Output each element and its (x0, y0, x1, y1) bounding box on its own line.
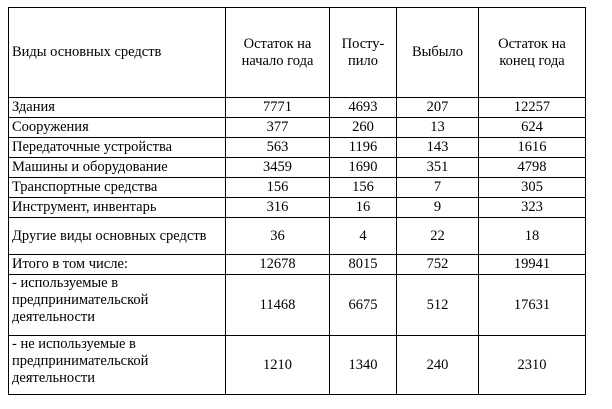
row-name: Здания (9, 98, 226, 118)
row-received: 1340 (330, 336, 397, 395)
table-row (9, 275, 586, 336)
row-retired: 240 (397, 336, 479, 395)
row-start: 1210 (226, 336, 330, 395)
row-start: 7771 (226, 98, 330, 118)
row-name: Сооружения (9, 118, 226, 138)
row-start: 377 (226, 118, 330, 138)
row-end: 12257 (479, 98, 586, 118)
row-name: Передаточные устройства (9, 138, 226, 158)
table-row (9, 158, 586, 178)
row-retired: 9 (397, 198, 479, 218)
row-name: Другие виды основных средств (9, 218, 226, 255)
row-retired: 22 (397, 218, 479, 255)
row-name: Итого в том числе: (9, 255, 226, 275)
table-row (9, 336, 586, 395)
table-row (9, 198, 586, 218)
table-row (9, 178, 586, 198)
table-row (9, 255, 586, 275)
row-end: 19941 (479, 255, 586, 275)
row-end: 17631 (479, 275, 586, 336)
row-start: 36 (226, 218, 330, 255)
row-received: 8015 (330, 255, 397, 275)
row-start: 11468 (226, 275, 330, 336)
row-end: 624 (479, 118, 586, 138)
row-retired: 752 (397, 255, 479, 275)
row-retired: 351 (397, 158, 479, 178)
header-asset-type: Виды основных средств (9, 8, 226, 98)
row-retired: 207 (397, 98, 479, 118)
table-row (9, 138, 586, 158)
row-received: 6675 (330, 275, 397, 336)
row-name: Машины и оборудование (9, 158, 226, 178)
table-header-row (9, 8, 586, 98)
row-end: 18 (479, 218, 586, 255)
row-received: 16 (330, 198, 397, 218)
row-start: 156 (226, 178, 330, 198)
header-received: Посту-пило (330, 8, 397, 98)
row-retired: 13 (397, 118, 479, 138)
row-end: 4798 (479, 158, 586, 178)
table-row (9, 98, 586, 118)
table-row (9, 218, 586, 255)
row-name: - не используемые в предпринимательской деятельности (9, 336, 226, 395)
row-end: 323 (479, 198, 586, 218)
row-start: 12678 (226, 255, 330, 275)
header-start-balance: Остаток на начало года (226, 8, 330, 98)
row-received: 4 (330, 218, 397, 255)
row-retired: 7 (397, 178, 479, 198)
row-received: 156 (330, 178, 397, 198)
row-name: Транспортные средства (9, 178, 226, 198)
fixed-assets-table (8, 7, 586, 395)
row-name: Инструмент, инвентарь (9, 198, 226, 218)
row-received: 260 (330, 118, 397, 138)
row-retired: 512 (397, 275, 479, 336)
row-start: 316 (226, 198, 330, 218)
header-retired: Выбыло (397, 8, 479, 98)
row-received: 4693 (330, 98, 397, 118)
row-name: - используемые в предпринимательской деятельности (9, 275, 226, 336)
row-received: 1196 (330, 138, 397, 158)
table-row (9, 118, 586, 138)
row-end: 1616 (479, 138, 586, 158)
row-retired: 143 (397, 138, 479, 158)
header-end-balance: Остаток на конец года (479, 8, 586, 98)
row-start: 563 (226, 138, 330, 158)
row-end: 2310 (479, 336, 586, 395)
row-start: 3459 (226, 158, 330, 178)
row-received: 1690 (330, 158, 397, 178)
row-end: 305 (479, 178, 586, 198)
